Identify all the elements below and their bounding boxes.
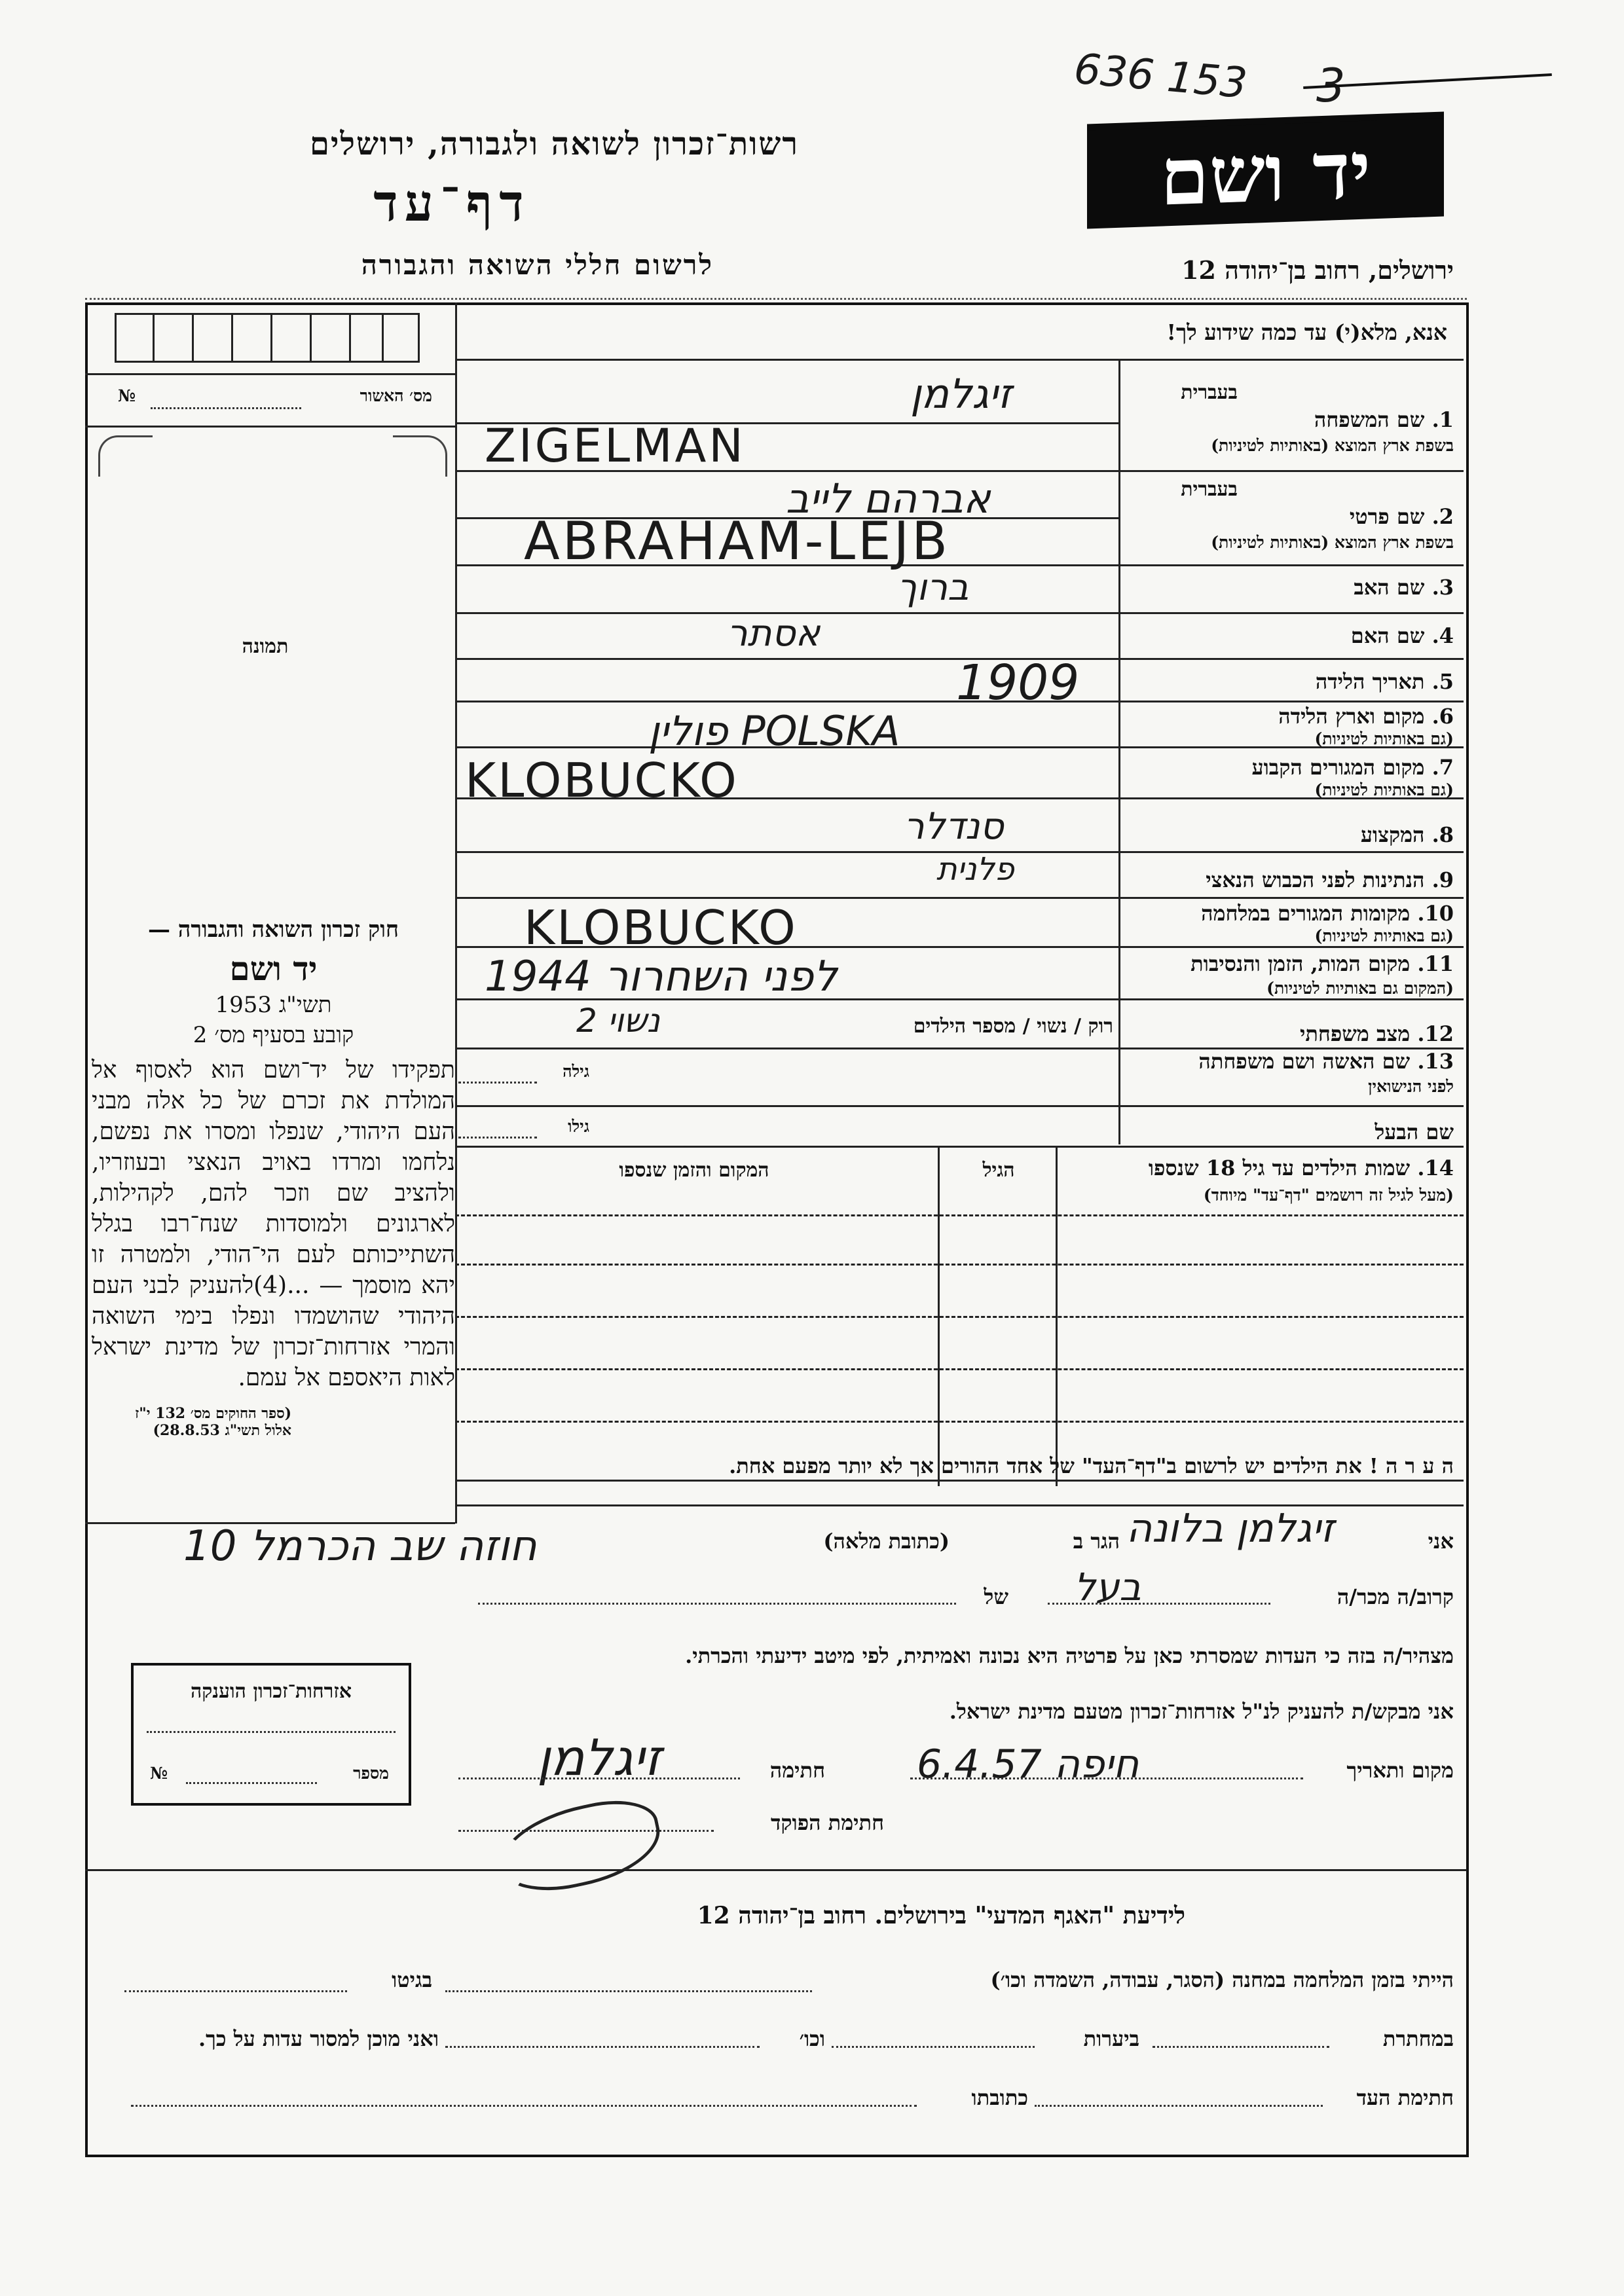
field-6-label: 6. מקום וארץ הלידה bbox=[1278, 704, 1454, 729]
children-bottom bbox=[455, 1480, 1464, 1482]
bottom-title: לידיעת "האגף המדעי" בירושלים. רחוב בן־יהודה 12 bbox=[697, 1902, 1185, 1929]
instruction: אנא, מלא(י) עד כמה שידוע לך! bbox=[1166, 319, 1447, 345]
father-name-value[interactable]: ברוך bbox=[897, 566, 969, 609]
children-title: 14. שמות הילדים עד גיל 18 שנספו bbox=[1148, 1156, 1454, 1180]
bottom-ready: ואני מוכן למסור עדות על כך. bbox=[198, 2026, 439, 2051]
partisans-dots[interactable] bbox=[1153, 2046, 1329, 2048]
decl-relative-label: קרוב/ה מכר/ה bbox=[1337, 1584, 1454, 1609]
witness-signature-label: חתימת העד bbox=[1356, 2085, 1454, 2110]
citizenship-number-label: מספר bbox=[353, 1764, 389, 1783]
family-status-options: רוק / נשוי / מספר הילדים bbox=[913, 1015, 1113, 1038]
signature-label: חתימה bbox=[769, 1758, 825, 1783]
field-9-label: 9. הנתינות לפני הכבוש הנאצי bbox=[1206, 867, 1454, 892]
forests-dots[interactable] bbox=[832, 2046, 1035, 2048]
wife-age-dots[interactable] bbox=[458, 1082, 537, 1084]
children-row-1 bbox=[455, 1264, 1464, 1266]
law-box bbox=[92, 917, 455, 1439]
field-3-label: 3. שם האב bbox=[1354, 575, 1454, 600]
field-4-label: 4. שם האם bbox=[1350, 623, 1454, 648]
bottom-ghetto: בגיטו bbox=[392, 1967, 432, 1992]
decl-statement-2: אני מבקש/ת להעניק לנ"ל אזרחות־זכרון מטעם מדינת ישראל. bbox=[949, 1699, 1454, 1724]
citizenship-no: № bbox=[150, 1764, 168, 1783]
col-hebrew-2: בעברית bbox=[1181, 478, 1238, 501]
field-13-label: 13. שם האשה ושם משפחתה bbox=[1198, 1049, 1454, 1074]
row-line-13 bbox=[455, 1105, 1464, 1107]
signature-value[interactable]: זיגלמן bbox=[537, 1728, 662, 1787]
decl-ani: אני bbox=[1428, 1529, 1454, 1554]
approval-label: מס׳ האשור bbox=[360, 386, 432, 405]
field-13-sub: לפני הנישואין bbox=[1368, 1077, 1454, 1096]
bottom-etc: וכו׳ bbox=[799, 2026, 825, 2051]
law-title: חוק זכרון השואה והגבורה — bbox=[147, 917, 399, 943]
bottom-forests: ביערות bbox=[1083, 2026, 1139, 2051]
decl-full-address: (כתובת מלאה) bbox=[823, 1529, 950, 1554]
value-column-left bbox=[455, 359, 457, 1504]
yad-vashem-logo: יד ושם bbox=[1087, 118, 1444, 228]
instruction-underline bbox=[455, 359, 1464, 361]
approval-boxes bbox=[115, 313, 420, 363]
field-5-label: 5. תאריך הלידה bbox=[1315, 669, 1454, 694]
col-hebrew-1: בעברית bbox=[1181, 381, 1238, 404]
law-name: יד ושם bbox=[229, 949, 318, 988]
death-place-value[interactable]: לפני השחרור 1944 bbox=[485, 953, 838, 1001]
witness-dots[interactable] bbox=[1035, 2105, 1323, 2107]
field-6-sub: (גם באותיות לטיניות) bbox=[1314, 729, 1454, 748]
children-note: ה ע ר ה ! את הילדים יש לרשום ב"דף־העד" של אחד ההורים אך לא יותר מפעם אחת. bbox=[729, 1453, 1454, 1478]
camp-dots[interactable] bbox=[445, 1990, 812, 1992]
top-dotted bbox=[85, 298, 1467, 300]
residence-value[interactable]: KLOBUCKO bbox=[465, 753, 739, 808]
field-1-sub: בשפת ארץ המוצא (באותיות לטיניות) bbox=[1211, 436, 1454, 455]
place-date-dots[interactable] bbox=[910, 1777, 1303, 1779]
decl-of-label: של bbox=[984, 1584, 1008, 1609]
approval-divider bbox=[85, 373, 455, 375]
signature-dots[interactable] bbox=[458, 1777, 740, 1779]
profession-value[interactable]: סנדלר bbox=[904, 805, 1004, 848]
field-11-label: 11. מקום המות, הזמן והנסיבות bbox=[1190, 951, 1454, 976]
photo-corner-tl bbox=[98, 435, 153, 477]
witness-address-dots[interactable] bbox=[131, 2105, 917, 2107]
birthdate-value[interactable]: 1909 bbox=[956, 655, 1080, 711]
citizenship-dots[interactable] bbox=[147, 1731, 396, 1733]
law-year: תשי"ג 1953 bbox=[215, 992, 332, 1018]
address: ירושלים, רחוב בן־יהודה 12 bbox=[1181, 255, 1454, 285]
witness-address-label: כתובתו bbox=[971, 2085, 1028, 2110]
children-row-3 bbox=[455, 1368, 1464, 1370]
relative-dots[interactable] bbox=[1048, 1603, 1270, 1605]
surname-latin-value[interactable]: ZIGELMAN bbox=[485, 419, 746, 473]
decl-relative-value[interactable]: בעל bbox=[1074, 1565, 1141, 1609]
law-clause: קובע בסעיף מס׳ 2 bbox=[193, 1022, 354, 1048]
children-header bbox=[1058, 1156, 1454, 1205]
children-col-place: המקום והזמן שנספו bbox=[619, 1159, 769, 1182]
form-subtitle: לרשום חללי השואה והגבורה bbox=[361, 249, 714, 281]
field-12-label: 12. מצב משפחתי bbox=[1300, 1021, 1454, 1046]
row-line-6 bbox=[455, 746, 1464, 748]
nationality-value[interactable]: פלנית bbox=[936, 851, 1014, 888]
wartime-residence-value[interactable]: KLOBUCKO bbox=[524, 900, 798, 955]
children-header-line bbox=[455, 1214, 1464, 1216]
field-husband-label: שם הבעל bbox=[1375, 1120, 1454, 1144]
firstname-latin-value[interactable]: ABRAHAM-LEJB bbox=[524, 511, 951, 572]
photo-corner-tr bbox=[393, 435, 447, 477]
mother-name-value[interactable]: אסתר bbox=[727, 612, 821, 655]
decl-statement-1: מצהיר/ה בזה כי העדות שמסרתי כאן על פרטיה היא נכונה ואמיתית, לפי מיטב ידיעתי והכרתי. bbox=[685, 1643, 1454, 1668]
bottom-partisans: במחתרת bbox=[1382, 2026, 1454, 2051]
children-row-4 bbox=[455, 1421, 1464, 1423]
place-date-value[interactable]: חיפה 6.4.57 bbox=[917, 1741, 1139, 1787]
field-2-sub: בשפת ארץ המוצא (באותיות לטיניות) bbox=[1211, 533, 1454, 552]
field-7-sub: (גם באותיות לטיניות) bbox=[1314, 780, 1454, 799]
row-line-9 bbox=[455, 897, 1464, 899]
law-source: (ספר החוקים מס׳ 132 י"ז אלול תשי"ג 28.8.53) bbox=[135, 1405, 291, 1439]
field-11-sub: (המקום גם באותיות לטיניות) bbox=[1266, 979, 1454, 998]
surname-hebrew-value[interactable]: זיגלמן bbox=[910, 370, 1012, 418]
law-text: תפקידו של יד־ושם הוא לאסוף אל המולדת את זכרם של כל אלה מבני העם היהודי, שנפלו ומסרו את נפשם, נלחמו ומרדו באויב הנאצי ובעוזריו, ולהציב שם וזכר להם, לקהילות, לארגונים ולמוסדות שנח־רבו בגלל השתייכותם לעם הי־הודי, ולמטרה זו יהא מוסמך — ...(4)להעניק לבני העם היהודי שהושמדו ונפלו בימי השואה והמרי אזרחות־זכרון של מדינת ישראל לאות היאספם אל עמם. bbox=[92, 1057, 455, 1391]
decl-address-value[interactable]: חוזה שב הכרמל 10 bbox=[183, 1522, 537, 1571]
place-date-label: מקום ותאריך bbox=[1346, 1758, 1454, 1783]
citizenship-title: אזרחות־זכרון הוענקה bbox=[190, 1680, 352, 1703]
row-line-3 bbox=[455, 612, 1464, 614]
field-8-label: 8. המקצוע bbox=[1360, 822, 1454, 847]
form-title: דף־עד bbox=[373, 173, 530, 233]
institution-name: רשות־זכרון לשואה ולגבורה, ירושלים bbox=[309, 126, 799, 162]
ghetto-dots[interactable] bbox=[124, 1990, 347, 1992]
top-right-note: 3 bbox=[1316, 59, 1346, 113]
children-sub: (מעל לגיל זה רושמים "דף־עד" מיוחד) bbox=[1203, 1186, 1454, 1205]
citizenship-box bbox=[131, 1663, 411, 1806]
citizenship-number-dots[interactable] bbox=[186, 1782, 317, 1784]
row-line-14 bbox=[455, 1146, 1464, 1148]
husband-age-label: גילו bbox=[568, 1117, 589, 1136]
wife-age-label: גילה bbox=[563, 1062, 589, 1081]
approval-dotline[interactable] bbox=[151, 407, 301, 409]
field-10-label: 10. מקומות המגורים במלחמה bbox=[1201, 901, 1454, 926]
family-status-value[interactable]: נשוי 2 bbox=[576, 1002, 660, 1040]
decl-gar-b: הגר ב bbox=[1073, 1529, 1120, 1554]
children-row-2 bbox=[455, 1316, 1464, 1318]
bottom-line1: הייתי בזמן המלחמה במחנה (הסגר, עבודה, השמדה וכו׳) bbox=[990, 1967, 1454, 1992]
children-col-age: הגיל bbox=[982, 1159, 1015, 1182]
etc-dots[interactable] bbox=[445, 2046, 760, 2048]
officer-label: חתימת הפוקד bbox=[771, 1810, 884, 1835]
archive-number: 636 153 bbox=[1072, 45, 1249, 109]
field-7-label: 7. מקום המגורים הקבוע bbox=[1251, 755, 1454, 780]
photo-label: תמונה bbox=[242, 635, 289, 658]
birthplace-value[interactable]: פולין POLSKA bbox=[648, 707, 900, 755]
of-dots[interactable] bbox=[478, 1603, 956, 1605]
husband-age-dots[interactable] bbox=[458, 1137, 537, 1139]
photo-top-divider bbox=[85, 426, 455, 428]
field-10-sub: (גם באותיות לטיניות) bbox=[1314, 926, 1454, 945]
decl-name-value[interactable]: זיגלמן בלונה bbox=[1126, 1506, 1335, 1552]
bottom-section-divider bbox=[85, 1869, 1467, 1871]
firstname-hebrew-value[interactable]: אברהם לייב bbox=[786, 475, 991, 522]
value-column-right bbox=[1118, 359, 1120, 1144]
field-2-label: 2. שם פרטי bbox=[1349, 504, 1454, 529]
field-1-label: 1. שם המשפחה bbox=[1314, 407, 1454, 432]
approval-no: № bbox=[118, 386, 136, 405]
